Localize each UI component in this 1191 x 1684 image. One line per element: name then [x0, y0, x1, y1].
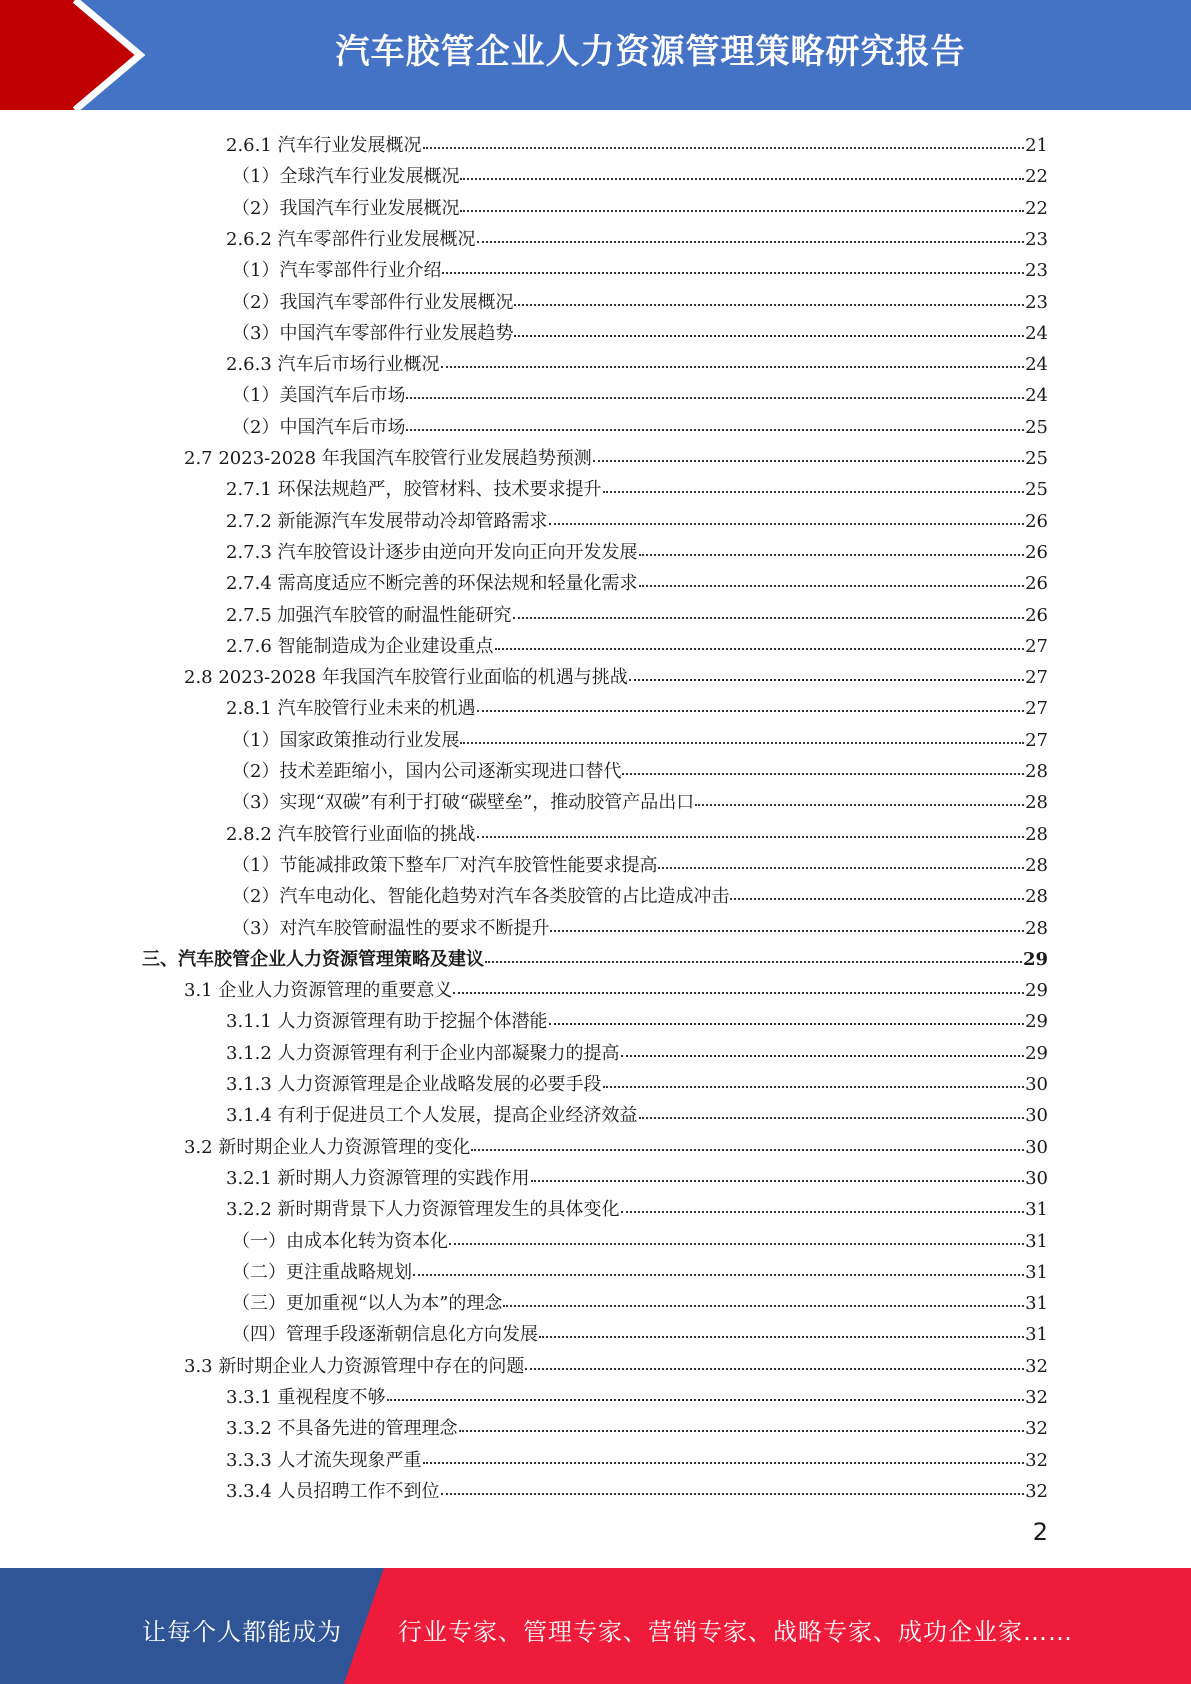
- toc-entry-page: 32: [1025, 1481, 1048, 1502]
- toc-entry[interactable]: [226, 818, 1048, 844]
- footer-roles: 行业专家、管理专家、营销专家、战略专家、成功企业家……: [398, 1618, 1073, 1646]
- toc-entry-title: 2.7.5 加强汽车胶管的耐温性能研究: [226, 605, 512, 626]
- toc-dot-leader: [406, 377, 1024, 399]
- toc-entry-title: （2）技术差距缩小，国内公司逐渐实现进口替代: [232, 761, 622, 782]
- toc-entry-page: 23: [1025, 229, 1048, 250]
- toc-entry-page: 25: [1025, 448, 1048, 469]
- toc-dot-leader: [514, 284, 1024, 306]
- toc-entry[interactable]: [232, 1256, 1048, 1282]
- toc-dot-leader: [550, 910, 1024, 932]
- toc-entry-page: 26: [1025, 573, 1048, 594]
- toc-entry-title: （3）中国汽车零部件行业发展趋势: [232, 323, 514, 344]
- toc-entry-page: 26: [1025, 605, 1048, 626]
- toc-entry[interactable]: [142, 943, 1048, 969]
- toc-dot-leader: [525, 1348, 1024, 1370]
- toc-entry-title: 3.3.4 人员招聘工作不到位: [226, 1481, 440, 1502]
- toc-dot-leader: [603, 471, 1025, 493]
- toc-entry-title: 3.3.3 人才流失现象严重: [226, 1450, 422, 1471]
- toc-entry-title: 3.1.2 人力资源管理有利于企业内部凝聚力的提高: [226, 1043, 620, 1064]
- toc-entry-title: 2.7.2 新能源汽车发展带动冷却管路需求: [226, 511, 548, 532]
- toc-entry-title: （1）国家政策推动行业发展: [232, 730, 460, 751]
- toc-entry-page: 28: [1025, 886, 1048, 907]
- toc-entry-title: 三、汽车胶管企业人力资源管理策略及建议: [142, 949, 484, 970]
- toc-entry-page: 31: [1025, 1231, 1048, 1252]
- toc-entry[interactable]: [232, 1225, 1048, 1251]
- toc-entry[interactable]: [226, 1037, 1048, 1063]
- toc-entry-title: 3.3.1 重视程度不够: [226, 1387, 386, 1408]
- toc-entry-page: 31: [1025, 1324, 1048, 1345]
- toc-entry-title: （1）美国汽车后市场: [232, 385, 406, 406]
- toc-entry-page: 25: [1025, 479, 1048, 500]
- toc-entry-page: 32: [1025, 1450, 1048, 1471]
- toc-entry[interactable]: [226, 1475, 1048, 1501]
- toc-entry[interactable]: [232, 880, 1048, 906]
- toc-dot-leader: [485, 941, 1022, 963]
- toc-entry[interactable]: [226, 1099, 1048, 1125]
- toc-entry[interactable]: [232, 849, 1048, 875]
- toc-entry-page: 23: [1025, 260, 1048, 281]
- toc-dot-leader: [658, 847, 1024, 869]
- toc-entry-title: 3.1.3 人力资源管理是企业战略发展的必要手段: [226, 1074, 602, 1095]
- toc-entry[interactable]: [226, 1162, 1048, 1188]
- toc-entry[interactable]: [232, 786, 1048, 812]
- toc-entry-title: （四）管理手段逐渐朝信息化方向发展: [232, 1324, 538, 1345]
- toc-entry[interactable]: [232, 411, 1048, 437]
- toc-entry-page: 29: [1025, 1011, 1048, 1032]
- toc-entry-title: （1）汽车零部件行业介绍: [232, 260, 442, 281]
- toc-entry-page: 32: [1025, 1356, 1048, 1377]
- toc-entry[interactable]: [232, 912, 1048, 938]
- toc-entry[interactable]: [232, 254, 1048, 280]
- toc-entry[interactable]: [226, 1381, 1048, 1407]
- toc-entry[interactable]: [232, 1287, 1048, 1313]
- toc-dot-leader: [639, 565, 1025, 587]
- toc-entry-title: 2.8.1 汽车胶管行业未来的机遇: [226, 698, 476, 719]
- footer-banner: [0, 1568, 1191, 1684]
- toc-dot-leader: [460, 158, 1024, 180]
- toc-entry[interactable]: [184, 1350, 1048, 1376]
- toc-dot-leader: [406, 409, 1024, 431]
- toc-dot-leader: [730, 878, 1024, 900]
- toc-entry-title: 3.3.2 不具备先进的管理理念: [226, 1418, 458, 1439]
- toc-entry[interactable]: [226, 567, 1048, 593]
- toc-dot-leader: [514, 315, 1024, 337]
- toc-entry-page: 23: [1025, 292, 1048, 313]
- toc-entry[interactable]: [184, 442, 1048, 468]
- toc-entry-page: 26: [1025, 511, 1048, 532]
- toc-entry-page: 28: [1025, 792, 1048, 813]
- toc-entry[interactable]: [226, 348, 1048, 374]
- toc-entry[interactable]: [232, 724, 1048, 750]
- toc-entry-title: 2.8.2 汽车胶管行业面临的挑战: [226, 824, 476, 845]
- toc-entry-page: 25: [1025, 417, 1048, 438]
- toc-entry-page: 27: [1025, 636, 1048, 657]
- toc-entry-title: 2.7.3 汽车胶管设计逐步由逆向开发向正向开发发展: [226, 542, 638, 563]
- toc-dot-leader: [639, 534, 1025, 556]
- toc-dot-leader: [539, 1316, 1024, 1338]
- toc-entry-title: （一）由成本化转为资本化: [232, 1231, 448, 1252]
- toc-dot-leader: [423, 127, 1025, 149]
- toc-entry-page: 31: [1025, 1293, 1048, 1314]
- toc-entry-title: 2.7.4 需高度适应不断完善的环保法规和轻量化需求: [226, 573, 638, 594]
- toc-entry-title: （2）我国汽车零部件行业发展概况: [232, 292, 514, 313]
- toc-entry-page: 30: [1025, 1168, 1048, 1189]
- toc-dot-leader: [629, 659, 1024, 681]
- toc-dot-leader: [387, 1379, 1025, 1401]
- toc-dot-leader: [449, 1223, 1024, 1245]
- toc-dot-leader: [695, 784, 1024, 806]
- toc-entry[interactable]: [184, 974, 1048, 1000]
- toc-dot-leader: [460, 722, 1024, 744]
- toc-entry-page: 26: [1025, 542, 1048, 563]
- toc-dot-leader: [423, 1442, 1025, 1464]
- toc-entry[interactable]: [232, 317, 1048, 343]
- toc-entry-page: 22: [1025, 198, 1048, 219]
- toc-entry-title: 2.8 2023-2028 年我国汽车胶管行业面临的机遇与挑战: [184, 667, 628, 688]
- toc-entry-title: （1）全球汽车行业发展概况: [232, 166, 460, 187]
- toc-entry-page: 31: [1025, 1199, 1048, 1220]
- report-header: [0, 0, 1191, 110]
- toc-entry[interactable]: [226, 505, 1048, 531]
- toc-entry-title: （三）更加重视“以人为本”的理念: [232, 1293, 503, 1314]
- toc-dot-leader: [603, 1066, 1025, 1088]
- toc-entry-title: 3.1.1 人力资源管理有助于挖掘个体潜能: [226, 1011, 548, 1032]
- toc-entry[interactable]: [226, 1005, 1048, 1031]
- header-arrow-icon: [0, 0, 160, 110]
- toc-entry-title: （3）实现“双碳”有利于打破“碳壁垒”，推动胶管产品出口: [232, 792, 695, 813]
- toc-dot-leader: [441, 1473, 1025, 1495]
- toc-entry-title: （2）汽车电动化、智能化趋势对汽车各类胶管的占比造成冲击: [232, 886, 730, 907]
- toc-dot-leader: [477, 221, 1025, 243]
- toc-dot-leader: [453, 972, 1024, 994]
- toc-entry-title: 3.2.2 新时期背景下人力资源管理发生的具体变化: [226, 1199, 620, 1220]
- toc-dot-leader: [639, 1097, 1025, 1119]
- toc-entry-page: 28: [1025, 824, 1048, 845]
- toc-entry[interactable]: [226, 129, 1048, 155]
- toc-entry-page: 24: [1025, 385, 1048, 406]
- toc-entry-page: 30: [1025, 1074, 1048, 1095]
- toc-entry[interactable]: [226, 630, 1048, 656]
- toc-entry[interactable]: [226, 223, 1048, 249]
- toc-entry-page: 32: [1025, 1387, 1048, 1408]
- toc-entry-title: 2.7 2023-2028 年我国汽车胶管行业发展趋势预测: [184, 448, 592, 469]
- toc-entry-page: 32: [1025, 1418, 1048, 1439]
- toc-dot-leader: [549, 503, 1025, 525]
- toc-entry-page: 24: [1025, 323, 1048, 344]
- toc-entry[interactable]: [184, 1131, 1048, 1157]
- toc-entry-page: 30: [1025, 1105, 1048, 1126]
- toc-entry[interactable]: [226, 599, 1048, 625]
- toc-entry-title: （2）中国汽车后市场: [232, 417, 406, 438]
- toc-entry-page: 27: [1025, 730, 1048, 751]
- toc-entry-page: 24: [1025, 354, 1048, 375]
- toc-dot-leader: [442, 252, 1024, 274]
- toc-entry-title: （二）更注重战略规划: [232, 1262, 412, 1283]
- toc-entry-title: 2.7.1 环保法规趋严，胶管材料、技术要求提升: [226, 479, 602, 500]
- toc-entry-page: 29: [1025, 1043, 1048, 1064]
- toc-entry-page: 29: [1022, 949, 1048, 970]
- toc-entry[interactable]: [226, 1412, 1048, 1438]
- toc-entry-page: 30: [1025, 1137, 1048, 1158]
- toc-dot-leader: [460, 190, 1024, 212]
- toc-entry[interactable]: [226, 1444, 1048, 1470]
- toc-entry[interactable]: [232, 286, 1048, 312]
- toc-entry[interactable]: [232, 1318, 1048, 1344]
- toc-dot-leader: [459, 1410, 1025, 1432]
- page-number: 2: [1032, 1518, 1048, 1546]
- toc-entry[interactable]: [232, 379, 1048, 405]
- toc-entry-title: 3.1.4 有利于促进员工个人发展，提高企业经济效益: [226, 1105, 638, 1126]
- toc-dot-leader: [471, 1129, 1024, 1151]
- toc-dot-leader: [513, 597, 1025, 619]
- toc-entry-title: 3.1 企业人力资源管理的重要意义: [184, 980, 453, 1001]
- toc-entry[interactable]: [184, 661, 1048, 687]
- toc-entry-title: （3）对汽车胶管耐温性的要求不断提升: [232, 918, 550, 939]
- toc-entry-title: 2.6.2 汽车零部件行业发展概况: [226, 229, 476, 250]
- toc-entry-page: 28: [1025, 918, 1048, 939]
- toc-dot-leader: [621, 1191, 1025, 1213]
- footer-slogan: 让每个人都能成为: [142, 1618, 342, 1646]
- toc-entry[interactable]: [232, 192, 1048, 218]
- toc-dot-leader: [441, 346, 1025, 368]
- toc-entry-page: 22: [1025, 166, 1048, 187]
- toc-dot-leader: [495, 628, 1025, 650]
- toc-dot-leader: [413, 1254, 1024, 1276]
- toc-entry-page: 29: [1025, 980, 1048, 1001]
- toc-entry-page: 28: [1025, 855, 1048, 876]
- toc-entry-title: 2.7.6 智能制造成为企业建设重点: [226, 636, 494, 657]
- toc-entry-title: （2）我国汽车行业发展概况: [232, 198, 460, 219]
- toc-entry-page: 31: [1025, 1262, 1048, 1283]
- toc-entry[interactable]: [226, 1068, 1048, 1094]
- report-title: 汽车胶管企业人力资源管理策略研究报告: [335, 32, 966, 72]
- toc-dot-leader: [531, 1160, 1025, 1182]
- toc-dot-leader: [549, 1003, 1025, 1025]
- toc-dot-leader: [477, 690, 1025, 712]
- toc-dot-leader: [593, 440, 1024, 462]
- toc-entry[interactable]: [226, 473, 1048, 499]
- toc-entry[interactable]: [232, 160, 1048, 186]
- toc-entry[interactable]: [226, 536, 1048, 562]
- toc-entry-title: （1）节能减排政策下整车厂对汽车胶管性能要求提高: [232, 855, 658, 876]
- toc-dot-leader: [477, 816, 1025, 838]
- toc-entry-title: 3.2.1 新时期人力资源管理的实践作用: [226, 1168, 530, 1189]
- toc-entry-title: 3.3 新时期企业人力资源管理中存在的问题: [184, 1356, 525, 1377]
- toc-entry-page: 28: [1025, 761, 1048, 782]
- toc-entry-page: 27: [1025, 667, 1048, 688]
- toc-entry[interactable]: [226, 1193, 1048, 1219]
- toc-entry-title: 2.6.3 汽车后市场行业概况: [226, 354, 440, 375]
- toc-entry-page: 21: [1025, 135, 1048, 156]
- toc-dot-leader: [622, 753, 1024, 775]
- toc-entry-page: 27: [1025, 698, 1048, 719]
- toc-entry[interactable]: [232, 755, 1048, 781]
- toc-dot-leader: [503, 1285, 1024, 1307]
- toc-entry[interactable]: [226, 692, 1048, 718]
- toc-entry-title: 2.6.1 汽车行业发展概况: [226, 135, 422, 156]
- toc-dot-leader: [621, 1035, 1025, 1057]
- toc-entry-title: 3.2 新时期企业人力资源管理的变化: [184, 1137, 471, 1158]
